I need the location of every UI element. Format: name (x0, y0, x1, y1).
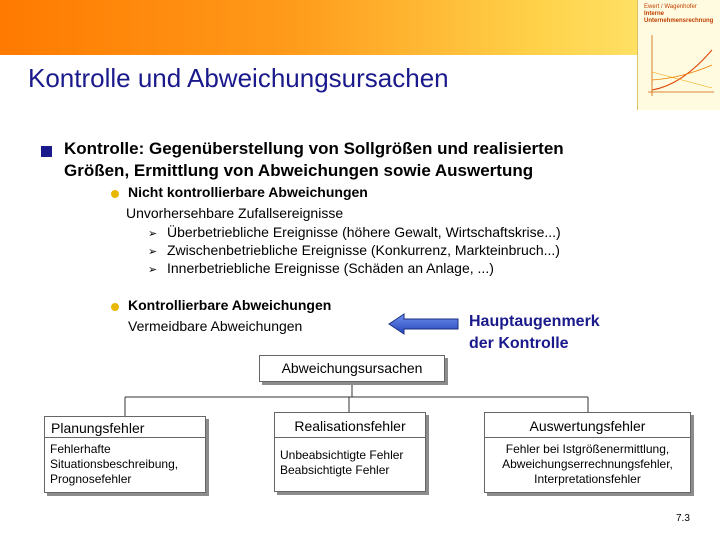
desc-line: Fehler bei Istgrößenermittlung, (505, 442, 670, 456)
desc-line: Prognosefehler (50, 472, 132, 486)
realisationsfehler-title-box (274, 412, 426, 438)
desc-line: Beabsichtigte Fehler (280, 463, 390, 477)
desc-line: Situationsbeschreibung, (50, 457, 179, 471)
desc-line: Abweichungserrechnungsfehler, (502, 457, 673, 471)
arrowhead-bullet-icon: ➢ (148, 264, 158, 276)
auswertungsfehler-desc (485, 442, 690, 487)
main-bullet-line2: Größen, Ermittlung von Abweichungen sowie Auswertung (64, 161, 534, 180)
root-box (259, 355, 445, 382)
realisationsfehler-desc-box (274, 437, 426, 492)
planungsfehler-title: Planungsfehler (51, 420, 145, 436)
list-item: Innerbetriebliche Ereignisse (Schäden an Anlage, ...) (167, 260, 494, 276)
realisationsfehler-title: Realisationsfehler (294, 418, 406, 434)
planungsfehler-desc (50, 442, 178, 487)
book-author: Ewert / Wagenhofer (644, 4, 697, 10)
list-item: Zwischenbetriebliche Ereignisse (Konkurrenz, Markteinbruch...) (167, 242, 560, 258)
list-item: Überbetriebliche Ereignisse (höhere Gewalt, Wirtschaftskrise...) (167, 224, 561, 240)
auswertungsfehler-title: Auswertungsfehler (529, 418, 646, 434)
auswertungsfehler-desc-box (484, 437, 691, 493)
focus-line2: der Kontrolle (469, 335, 569, 352)
desc-line: Unbeabsichtigte Fehler (280, 448, 404, 462)
main-bullet-line1: Kontrolle: Gegenüberstellung von Sollgrößen und realisierten (64, 139, 564, 158)
realisationsfehler-desc (280, 448, 403, 478)
auswertungsfehler-title-box (484, 412, 691, 438)
root-label: Abweichungsursachen (281, 360, 423, 376)
non-controllable-subheading: Unvorhersehbare Zufallsereignisse (126, 205, 344, 221)
desc-line: Interpretationsfehler (534, 472, 641, 486)
focus-line1: Hauptaugenmerk (469, 313, 600, 330)
arrowhead-bullet-icon: ➢ (148, 246, 158, 258)
slide-title: Kontrolle und Abweichungsursachen (28, 63, 449, 93)
planungsfehler-desc-box (44, 437, 206, 493)
controllable-subheading: Vermeidbare Abweichungen (128, 318, 303, 334)
book-title-line2: Unternehmensrechnung (644, 18, 714, 24)
book-title-line1: Interne (644, 11, 665, 17)
controllable-heading: Kontrollierbare Abweichungen (128, 297, 332, 313)
arrowhead-bullet-icon: ➢ (148, 228, 158, 240)
planungsfehler-title-box (44, 416, 206, 438)
page-number: 7.3 (676, 513, 690, 524)
non-controllable-heading: Nicht kontrollierbare Abweichungen (128, 184, 368, 200)
desc-line: Fehlerhafte (50, 442, 111, 456)
